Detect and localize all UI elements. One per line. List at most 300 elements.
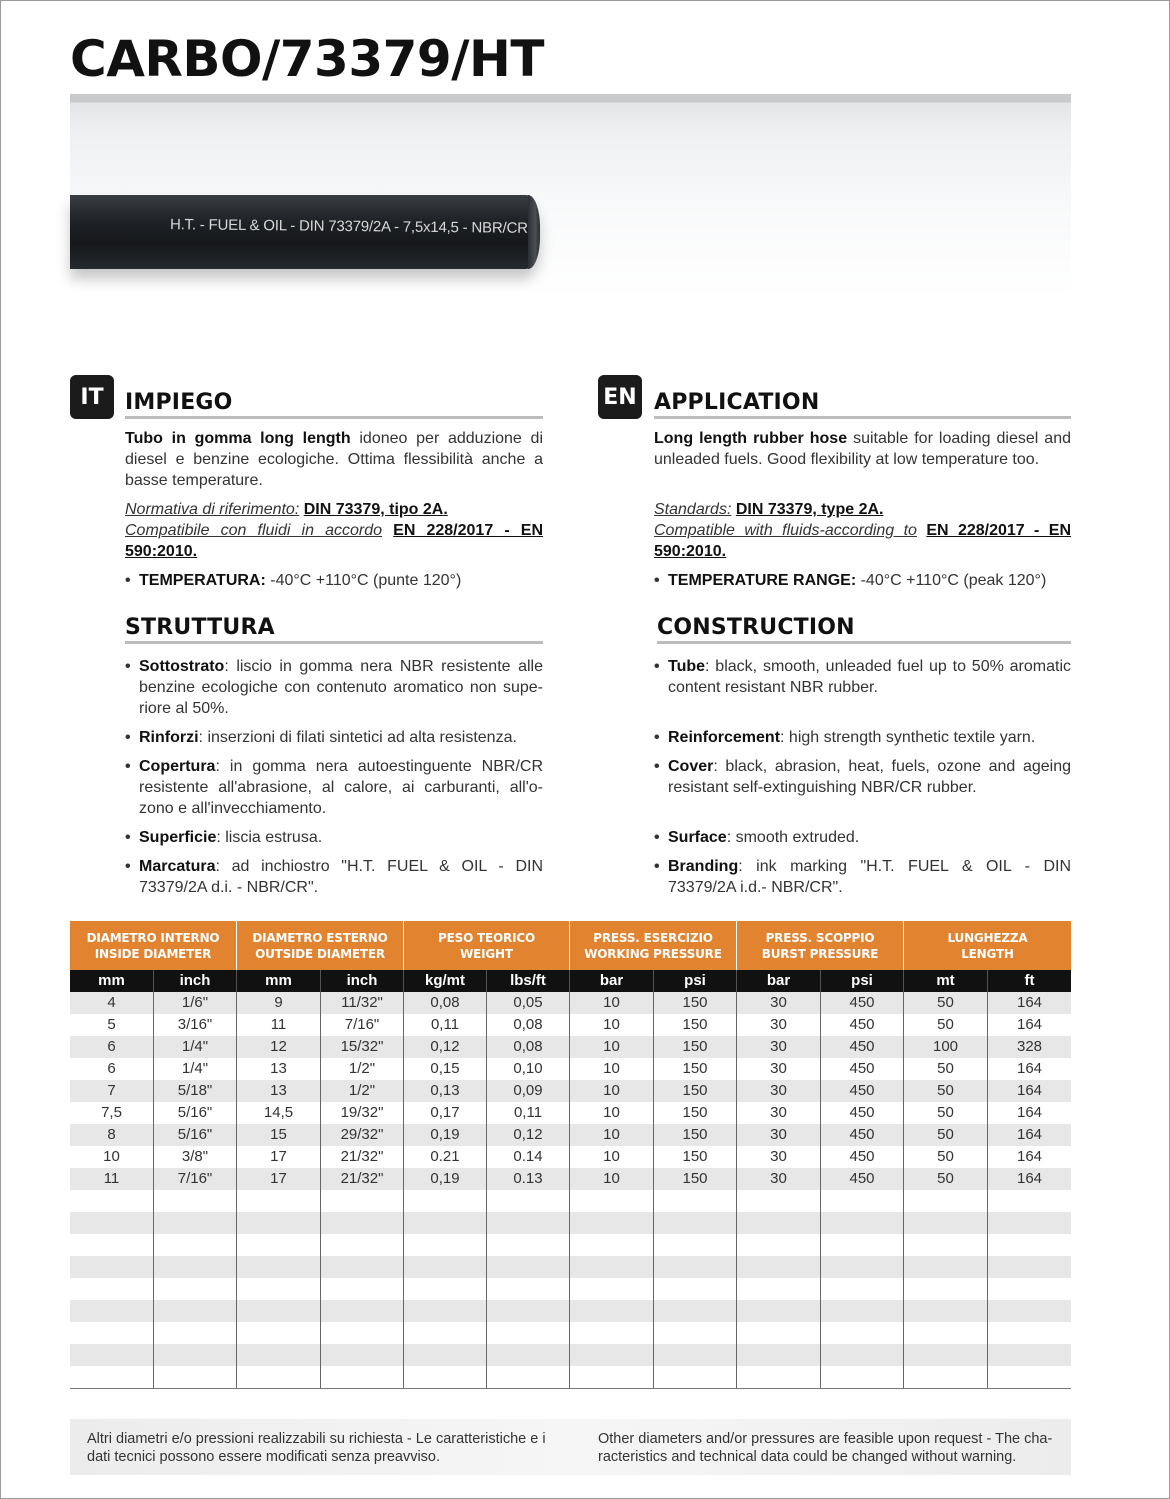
table-cell: 150 — [654, 1058, 737, 1080]
it-item-label: Superficie — [139, 829, 217, 846]
it-item-reinforcement — [125, 727, 543, 756]
table-cell — [904, 1300, 988, 1322]
table-cell: 164 — [1016, 1126, 1043, 1143]
table-cell: 7,5 — [70, 1102, 154, 1124]
table-cell: 0,19 — [404, 1168, 487, 1190]
table-cell: 30 — [737, 1036, 821, 1058]
table-cell — [988, 1322, 1071, 1344]
hose-image — [70, 195, 540, 269]
table-cell — [487, 1234, 570, 1256]
table-cell — [737, 1190, 821, 1212]
table-cell — [321, 1234, 404, 1256]
table-cell — [570, 1256, 654, 1278]
table-cell — [487, 1344, 570, 1366]
it-application-desc: idoneo per adduzione di diesel e benzine ecologiche. Ottima flessibilità anche a basse temperature. — [125, 430, 543, 489]
table-cell — [404, 1190, 487, 1212]
it-item-text: : inserzioni di filati sintetici ad alta resistenza. — [198, 729, 517, 746]
table-cell — [237, 1190, 321, 1212]
table-row — [70, 1234, 1071, 1256]
table-cell — [821, 1344, 904, 1366]
table-row — [70, 1278, 1071, 1300]
table-cell — [321, 1256, 404, 1278]
table-cell: 100 — [904, 1036, 988, 1058]
table-cell — [821, 1300, 904, 1322]
table-cell: 0,12 — [487, 1124, 570, 1146]
table-cell: 21/32" — [321, 1146, 404, 1168]
unit-header: mt — [904, 970, 988, 992]
table-group-header — [237, 921, 404, 970]
unit-header: kg/mt — [404, 970, 487, 992]
table-cell — [404, 1322, 487, 1344]
table-cell — [904, 1278, 988, 1300]
table-cell — [487, 1366, 570, 1388]
table-cell: 50 — [904, 992, 988, 1014]
table-cell — [654, 1300, 737, 1322]
table-cell: 0,10 — [487, 1058, 570, 1080]
table-cell — [654, 1190, 737, 1212]
table-cell: 30 — [737, 1014, 821, 1036]
unit-header: inch — [321, 970, 404, 992]
table-cell: 50 — [904, 1102, 988, 1124]
table-cell: 10 — [570, 1058, 654, 1080]
table-row — [70, 1366, 1071, 1388]
en-temp-label: TEMPERATURE RANGE: — [668, 572, 857, 589]
table-cell: 0,08 — [487, 1036, 570, 1058]
table-cell: 150 — [654, 1080, 737, 1102]
table-cell — [321, 1322, 404, 1344]
it-item-text: : liscio in gomma nera NBR resistente alle benzine ecologiche con contenuto aromatico non supe-riore al 50%. — [139, 658, 543, 717]
table-cell — [821, 1212, 904, 1234]
group-header-it: PRESS. SCOPPIO — [765, 930, 875, 945]
table-cell — [70, 1344, 154, 1366]
table-cell — [988, 1190, 1071, 1212]
table-cell: 13 — [237, 1058, 321, 1080]
table-cell — [904, 1344, 988, 1366]
table-cell — [70, 1366, 154, 1388]
table-cell: 11 — [70, 1168, 154, 1190]
table-cell — [154, 1344, 237, 1366]
table-cell — [821, 1322, 904, 1344]
table-cell — [70, 1278, 154, 1300]
en-item-label: Cover — [668, 758, 714, 775]
table-cell: 150 — [654, 1102, 737, 1124]
unit-header: ft — [1024, 972, 1035, 989]
table-row — [70, 1058, 1071, 1080]
it-compat-value: EN 228/2017 - EN 590:2010. — [125, 522, 543, 560]
table-cell — [404, 1234, 487, 1256]
en-temperature — [654, 570, 1071, 591]
table-cell: 5/18" — [154, 1080, 237, 1102]
table-cell — [237, 1300, 321, 1322]
table-cell — [821, 1234, 904, 1256]
table-cell: 7 — [70, 1080, 154, 1102]
unit-header: mm — [237, 970, 321, 992]
table-cell — [654, 1256, 737, 1278]
table-cell: 0,13 — [404, 1080, 487, 1102]
table-cell — [737, 1300, 821, 1322]
table-cell — [237, 1322, 321, 1344]
table-cell: 0,08 — [404, 992, 487, 1014]
en-item-label: Surface — [668, 829, 727, 846]
table-cell: 17 — [237, 1146, 321, 1168]
group-header-en: WORKING PRESSURE — [584, 946, 722, 961]
spec-table — [70, 921, 1071, 1389]
table-cell: 10 — [70, 1146, 154, 1168]
en-item-text: : smooth extruded. — [726, 829, 860, 846]
table-body — [70, 992, 1071, 1388]
table-cell: 50 — [904, 1146, 988, 1168]
table-cell — [821, 1366, 904, 1388]
table-cell — [821, 1278, 904, 1300]
table-group-header — [404, 921, 570, 970]
table-row — [70, 1190, 1071, 1212]
table-cell: 7/16" — [154, 1168, 237, 1190]
it-item-surface — [125, 827, 543, 856]
table-cell — [321, 1278, 404, 1300]
table-cell: 450 — [821, 1168, 904, 1190]
table-cell — [737, 1212, 821, 1234]
table-cell — [737, 1366, 821, 1388]
en-item-text: : high strength synthetic textile yarn. — [780, 729, 1036, 746]
table-bottom-rule — [70, 1388, 1071, 1389]
table-cell: 1/4" — [154, 1058, 237, 1080]
table-cell — [487, 1322, 570, 1344]
table-cell: 12 — [237, 1036, 321, 1058]
table-cell — [988, 1278, 1071, 1300]
table-cell — [904, 1190, 988, 1212]
table-cell: 30 — [737, 992, 821, 1014]
table-cell: 4 — [70, 992, 154, 1014]
it-standards-label: Normativa di riferimento: — [125, 501, 300, 518]
table-cell: 5 — [70, 1014, 154, 1036]
table-row — [70, 992, 1071, 1014]
table-cell: 164 — [1016, 1148, 1043, 1165]
unit-header: lbs/ft — [487, 970, 570, 992]
table-cell: 450 — [821, 1102, 904, 1124]
table-group-header — [70, 921, 237, 970]
table-group-header — [737, 921, 904, 970]
table-cell: 15 — [237, 1124, 321, 1146]
table-cell — [237, 1256, 321, 1278]
it-item-label: Sottostrato — [139, 658, 225, 675]
table-cell: 450 — [821, 1036, 904, 1058]
table-cell — [321, 1212, 404, 1234]
it-standards — [125, 499, 543, 520]
it-item-text: : ad inchiostro "H.T. FUEL & OIL - DIN 73379/2A d.i. - NBR/CR". — [139, 858, 543, 896]
table-cell: 19/32" — [321, 1102, 404, 1124]
en-item-surface — [654, 827, 1071, 856]
table-cell — [737, 1278, 821, 1300]
table-cell — [904, 1212, 988, 1234]
en-construction-heading: CONSTRUCTION — [657, 615, 1071, 644]
en-temp-value: -40°C +110°C (peak 120°) — [856, 572, 1047, 589]
table-cell — [321, 1300, 404, 1322]
table-cell: 450 — [821, 1080, 904, 1102]
table-cell: 5/16" — [154, 1124, 237, 1146]
group-header-it: DIAMETRO ESTERNO — [252, 930, 388, 945]
table-row — [70, 1212, 1071, 1234]
table-cell: 6 — [70, 1058, 154, 1080]
table-cell: 30 — [737, 1124, 821, 1146]
table-cell: 1/4" — [154, 1036, 237, 1058]
unit-header: mm — [70, 970, 154, 992]
en-item-text: : black, smooth, unleaded fuel up to 50% aromatic content resistant NBR rubber. — [668, 658, 1071, 696]
table-cell — [570, 1300, 654, 1322]
table-cell: 30 — [737, 1058, 821, 1080]
table-row — [70, 1256, 1071, 1278]
en-application-text — [654, 428, 1071, 491]
table-cell — [70, 1212, 154, 1234]
table-cell — [570, 1366, 654, 1388]
table-cell — [821, 1256, 904, 1278]
table-cell: 30 — [737, 1102, 821, 1124]
en-standards-value: DIN 73379, type 2A. — [735, 501, 884, 518]
unit-header: psi — [654, 970, 737, 992]
table-cell: 450 — [821, 1124, 904, 1146]
table-cell — [154, 1212, 237, 1234]
table-cell — [404, 1256, 487, 1278]
table-cell — [154, 1366, 237, 1388]
group-header-it: DIAMETRO INTERNO — [86, 930, 220, 945]
table-group-header — [570, 921, 737, 970]
hose-marking: H.T. - FUEL & OIL - DIN 73379/2A - 7,5x14,5 - NBR/CR — [169, 216, 528, 237]
en-item-cover — [654, 756, 1071, 827]
table-cell: 9 — [237, 992, 321, 1014]
it-item-label: Rinforzi — [139, 729, 199, 746]
table-cell — [154, 1190, 237, 1212]
table-cell: 0,19 — [404, 1124, 487, 1146]
table-cell: 164 — [1016, 1016, 1043, 1033]
it-application-block — [125, 428, 543, 591]
it-item-text: : in gomma nera autoestinguente NBR/CR resistente all'abrasione, al calore, ai carburanti, all'o-zono e all'invecchiamento. — [139, 758, 543, 817]
table-cell: 3/16" — [154, 1014, 237, 1036]
table-cell: 0.21 — [404, 1146, 487, 1168]
table-cell — [988, 1234, 1071, 1256]
en-item-text: : ink marking "H.T. FUEL & OIL - DIN 73379/2A i.d.- NBR/CR". — [668, 858, 1071, 896]
it-item-cover — [125, 756, 543, 827]
table-cell — [904, 1322, 988, 1344]
en-application-heading: APPLICATION — [654, 390, 1071, 419]
table-cell: 1/2" — [321, 1080, 404, 1102]
it-temp-label: TEMPERATURA: — [139, 572, 266, 589]
table-cell: 164 — [1016, 1082, 1043, 1099]
table-cell: 10 — [570, 1168, 654, 1190]
it-compat-label: Compatibile con fluidi in accordo — [125, 522, 383, 539]
table-cell — [988, 1300, 1071, 1322]
en-item-label: Branding — [668, 858, 739, 875]
table-cell — [570, 1344, 654, 1366]
table-cell: 6 — [70, 1036, 154, 1058]
table-cell: 10 — [570, 1014, 654, 1036]
group-header-en: OUTSIDE DIAMETER — [255, 946, 385, 961]
en-construction-list — [654, 656, 1071, 898]
table-cell — [404, 1344, 487, 1366]
group-header-it: LUNGHEZZA — [947, 930, 1028, 945]
unit-header: bar — [737, 970, 821, 992]
it-language-badge: IT — [70, 375, 114, 419]
en-compat — [654, 520, 1071, 562]
table-cell: 164 — [1016, 1104, 1043, 1121]
table-cell — [904, 1234, 988, 1256]
unit-header: inch — [154, 970, 237, 992]
table-cell — [570, 1212, 654, 1234]
unit-header: psi — [821, 970, 904, 992]
table-cell — [654, 1278, 737, 1300]
en-standards-label: Standards: — [654, 501, 732, 518]
group-header-it: PESO TEORICO — [438, 930, 535, 945]
table-cell — [737, 1256, 821, 1278]
it-item-branding — [125, 856, 543, 898]
table-cell — [487, 1256, 570, 1278]
table-cell: 450 — [821, 992, 904, 1014]
table-cell: 50 — [904, 1080, 988, 1102]
table-cell — [237, 1212, 321, 1234]
table-cell: 11/32" — [321, 992, 404, 1014]
table-cell — [154, 1322, 237, 1344]
table-row — [70, 1014, 1071, 1036]
table-cell — [237, 1344, 321, 1366]
table-cell — [570, 1322, 654, 1344]
it-temperature — [125, 570, 543, 591]
en-application-desc: suitable for loading diesel and unleaded fuels. Good flexibility at low temperature too. — [654, 430, 1071, 468]
table-cell — [70, 1300, 154, 1322]
table-cell: 0,11 — [404, 1014, 487, 1036]
table-cell: 13 — [237, 1080, 321, 1102]
table-cell: 150 — [654, 1168, 737, 1190]
footer-note — [70, 1419, 1071, 1475]
it-item-text: : liscia estrusa. — [216, 829, 323, 846]
it-construction-heading: STRUTTURA — [125, 615, 543, 644]
table-row — [70, 1124, 1071, 1146]
table-row — [70, 1344, 1071, 1366]
table-cell — [570, 1234, 654, 1256]
group-header-en: LENGTH — [961, 946, 1014, 961]
table-cell: 50 — [904, 1058, 988, 1080]
table-cell: 150 — [654, 1036, 737, 1058]
table-cell — [487, 1190, 570, 1212]
table-cell — [737, 1344, 821, 1366]
table-cell: 10 — [570, 1036, 654, 1058]
table-cell: 21/32" — [321, 1168, 404, 1190]
table-cell — [988, 1366, 1071, 1388]
table-cell — [487, 1212, 570, 1234]
table-cell: 450 — [821, 1058, 904, 1080]
en-language-badge: EN — [598, 375, 642, 419]
table-cell — [237, 1234, 321, 1256]
table-cell: 0,05 — [487, 992, 570, 1014]
table-cell: 164 — [1016, 994, 1043, 1011]
table-cell: 7/16" — [321, 1014, 404, 1036]
table-cell: 164 — [1016, 1170, 1043, 1187]
table-cell — [70, 1256, 154, 1278]
table-cell — [654, 1366, 737, 1388]
en-item-label: Tube — [668, 658, 706, 675]
table-cell — [154, 1234, 237, 1256]
table-row — [70, 1080, 1071, 1102]
table-cell — [404, 1278, 487, 1300]
it-standards-value: DIN 73379, tipo 2A. — [303, 501, 448, 518]
table-cell — [737, 1234, 821, 1256]
it-item-label: Copertura — [139, 758, 216, 775]
table-cell: 0,17 — [404, 1102, 487, 1124]
table-cell: 5/16" — [154, 1102, 237, 1124]
table-row — [70, 1300, 1071, 1322]
table-cell: 10 — [570, 1124, 654, 1146]
table-row — [70, 1168, 1071, 1190]
unit-header: bar — [570, 970, 654, 992]
table-cell: 50 — [904, 1014, 988, 1036]
table-cell — [570, 1190, 654, 1212]
table-cell: 1/6" — [154, 992, 237, 1014]
table-cell — [821, 1190, 904, 1212]
en-compat-label: Compatible with fluids-according to — [654, 522, 917, 539]
it-application-heading: IMPIEGO — [125, 390, 543, 419]
table-cell: 30 — [737, 1146, 821, 1168]
en-item-text: : black, abrasion, heat, fuels, ozone and ageing resistant self-extinguishing NBR/CR rubber. — [668, 758, 1071, 796]
en-item-label: Reinforcement — [668, 729, 781, 746]
en-application-block — [654, 428, 1071, 591]
table-cell: 8 — [70, 1124, 154, 1146]
table-cell: 0.14 — [487, 1146, 570, 1168]
it-construction-list — [125, 656, 543, 898]
table-cell — [70, 1190, 154, 1212]
en-item-branding — [654, 856, 1071, 898]
table-cell — [321, 1344, 404, 1366]
table-cell — [654, 1322, 737, 1344]
table-cell: 0,15 — [404, 1058, 487, 1080]
table-cell — [904, 1256, 988, 1278]
table-cell: 30 — [737, 1080, 821, 1102]
it-temp-value: -40°C +110°C (punte 120°) — [265, 572, 462, 589]
table-cell: 1/2" — [321, 1058, 404, 1080]
table-cell — [154, 1256, 237, 1278]
it-item-tube — [125, 656, 543, 727]
table-unit-headers — [70, 970, 1071, 992]
en-item-tube — [654, 656, 1071, 727]
table-cell: 450 — [821, 1014, 904, 1036]
table-cell — [487, 1278, 570, 1300]
table-cell: 150 — [654, 1146, 737, 1168]
table-cell: 0,08 — [487, 1014, 570, 1036]
table-cell — [904, 1366, 988, 1388]
table-cell: 29/32" — [321, 1124, 404, 1146]
en-item-reinforcement — [654, 727, 1071, 756]
it-application-text — [125, 428, 543, 491]
table-cell — [654, 1234, 737, 1256]
table-cell: 11 — [237, 1014, 321, 1036]
table-cell — [154, 1300, 237, 1322]
en-standards — [654, 499, 1071, 520]
table-cell — [154, 1278, 237, 1300]
en-compat-value: EN 228/2017 - EN 590:2010. — [654, 522, 1071, 560]
table-row — [70, 1322, 1071, 1344]
table-row — [70, 1146, 1071, 1168]
it-compat — [125, 520, 543, 562]
table-cell — [321, 1366, 404, 1388]
table-cell: 150 — [654, 992, 737, 1014]
table-cell: 15/32" — [321, 1036, 404, 1058]
table-row — [70, 1036, 1071, 1058]
table-cell: 10 — [570, 992, 654, 1014]
table-cell: 10 — [570, 1080, 654, 1102]
group-header-en: INSIDE DIAMETER — [94, 946, 212, 961]
table-cell: 450 — [821, 1146, 904, 1168]
table-cell: 0.13 — [487, 1168, 570, 1190]
footer-it: Altri diametri e/o pressioni realizzabili su richiesta - Le caratteristiche e i dati tecnici possono essere modificati senza preavviso. — [87, 1431, 546, 1465]
table-cell: 30 — [737, 1168, 821, 1190]
product-title: CARBO/73379/HT — [70, 30, 544, 88]
table-cell — [737, 1322, 821, 1344]
